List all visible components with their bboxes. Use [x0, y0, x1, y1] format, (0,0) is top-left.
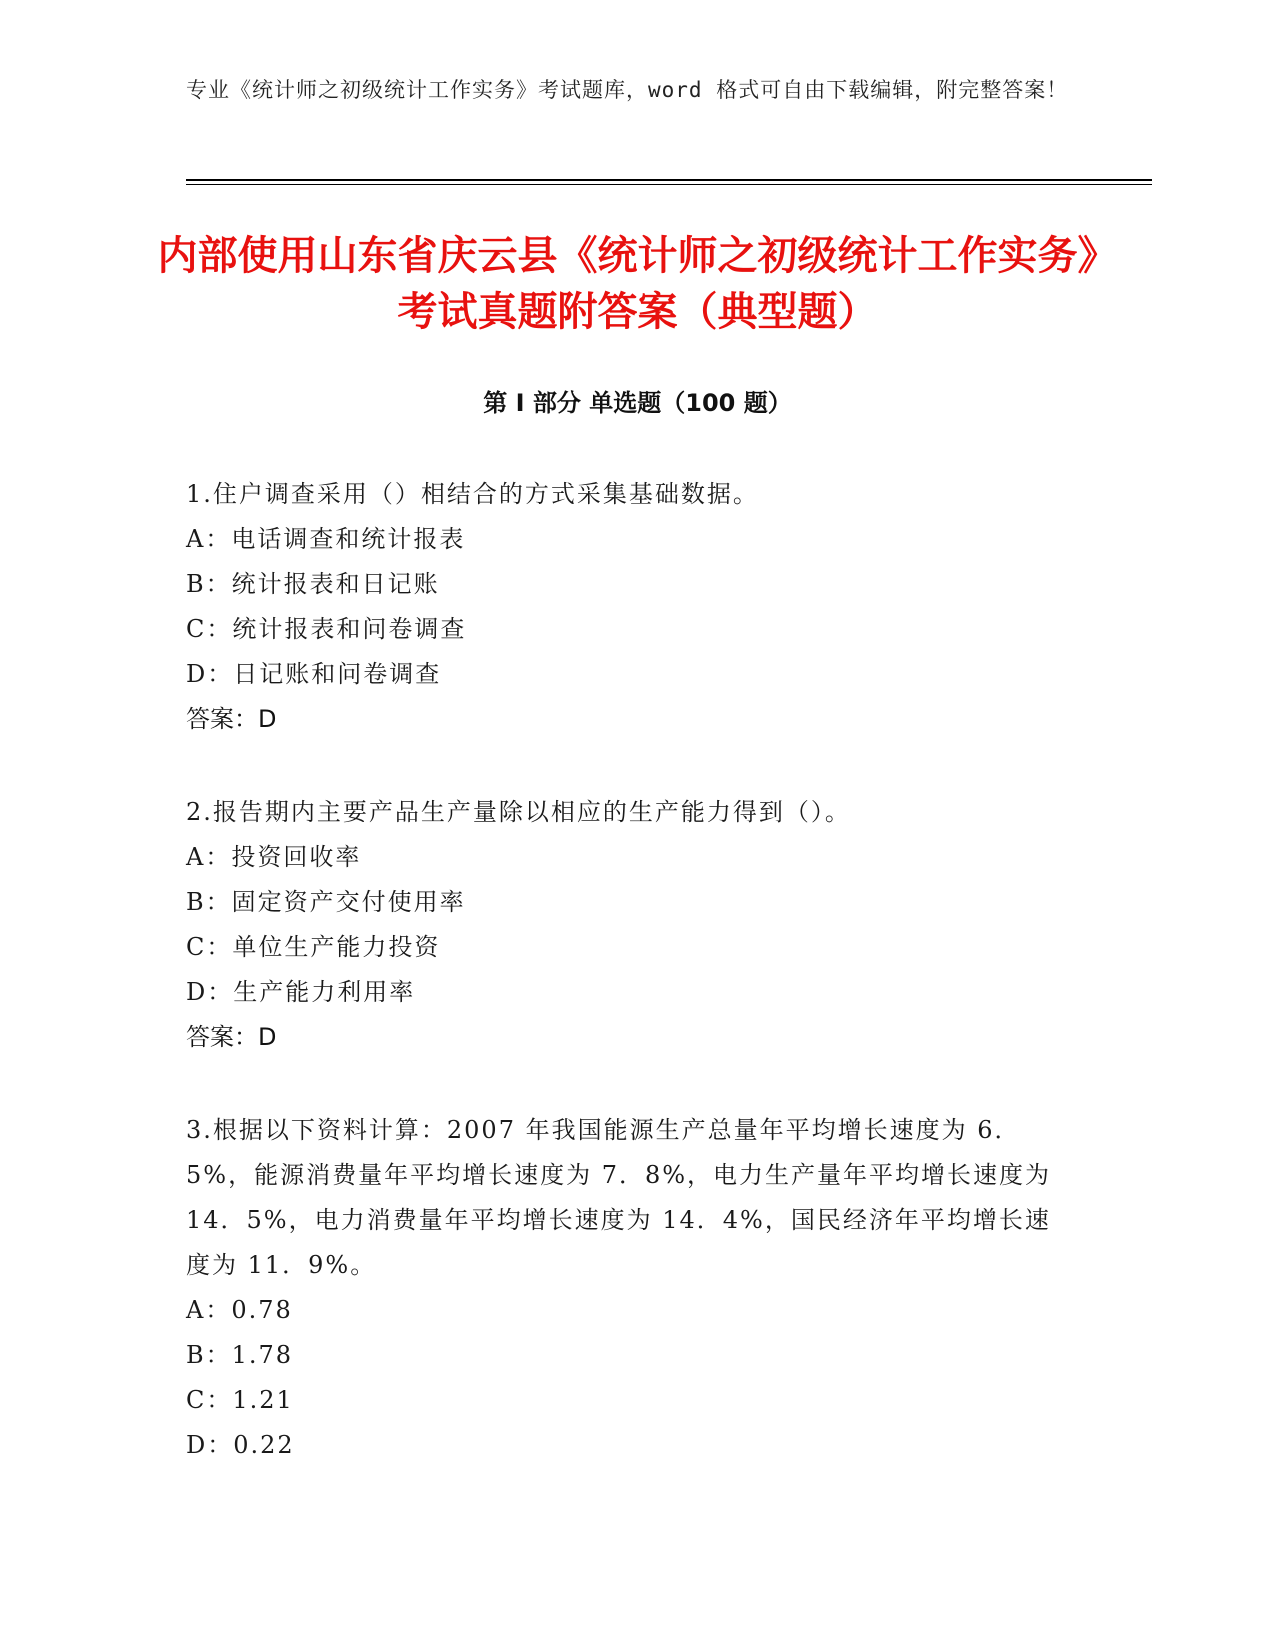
option-a: A：投资回收率	[186, 843, 362, 871]
header-divider-thick	[186, 179, 1152, 181]
answer-line: 答案：D	[186, 705, 277, 733]
section-title: 第 I 部分 单选题（100 题）	[483, 389, 792, 417]
option-d: D：0.22	[186, 1431, 295, 1459]
question-2	[186, 790, 1076, 1060]
question-3	[186, 1108, 1076, 1468]
header-note: 专业《统计师之初级统计工作实务》考试题库，word 格式可自由下载编辑，附完整答案！	[186, 78, 1069, 102]
option-c: C：单位生产能力投资	[186, 933, 441, 961]
option-a: A：电话调查和统计报表	[186, 525, 466, 553]
option-b: B：固定资产交付使用率	[186, 888, 466, 916]
option-c: C：统计报表和问卷调查	[186, 615, 467, 643]
document-title: 内部使用山东省庆云县《统计师之初级统计工作实务》考试真题附答案（典型题）	[157, 233, 1118, 335]
option-b: B：统计报表和日记账	[186, 570, 440, 598]
question-stem: 1.住户调查采用（）相结合的方式采集基础数据。	[186, 480, 759, 508]
option-a: A：0.78	[186, 1296, 293, 1324]
option-b: B：1.78	[186, 1341, 294, 1369]
question-stem: 3.根据以下资料计算：2007 年我国能源生产总量年平均增长速度为 6．5%，能源消费量年平均增长速度为 7．8%，电力生产量年平均增长速度为 14．5%，电力消费量年平均增长速度为 14．4%，国民经济年平均增长速度为 11．9%。	[186, 1116, 1052, 1279]
question-stem: 2.报告期内主要产品生产量除以相应的生产能力得到（）。	[186, 798, 851, 826]
option-d: D：日记账和问卷调查	[186, 660, 442, 688]
option-d: D：生产能力利用率	[186, 978, 416, 1006]
question-1	[186, 472, 1076, 742]
option-c: C：1.21	[186, 1386, 294, 1414]
header-divider-thin	[186, 184, 1152, 185]
answer-line: 答案：D	[186, 1023, 277, 1051]
